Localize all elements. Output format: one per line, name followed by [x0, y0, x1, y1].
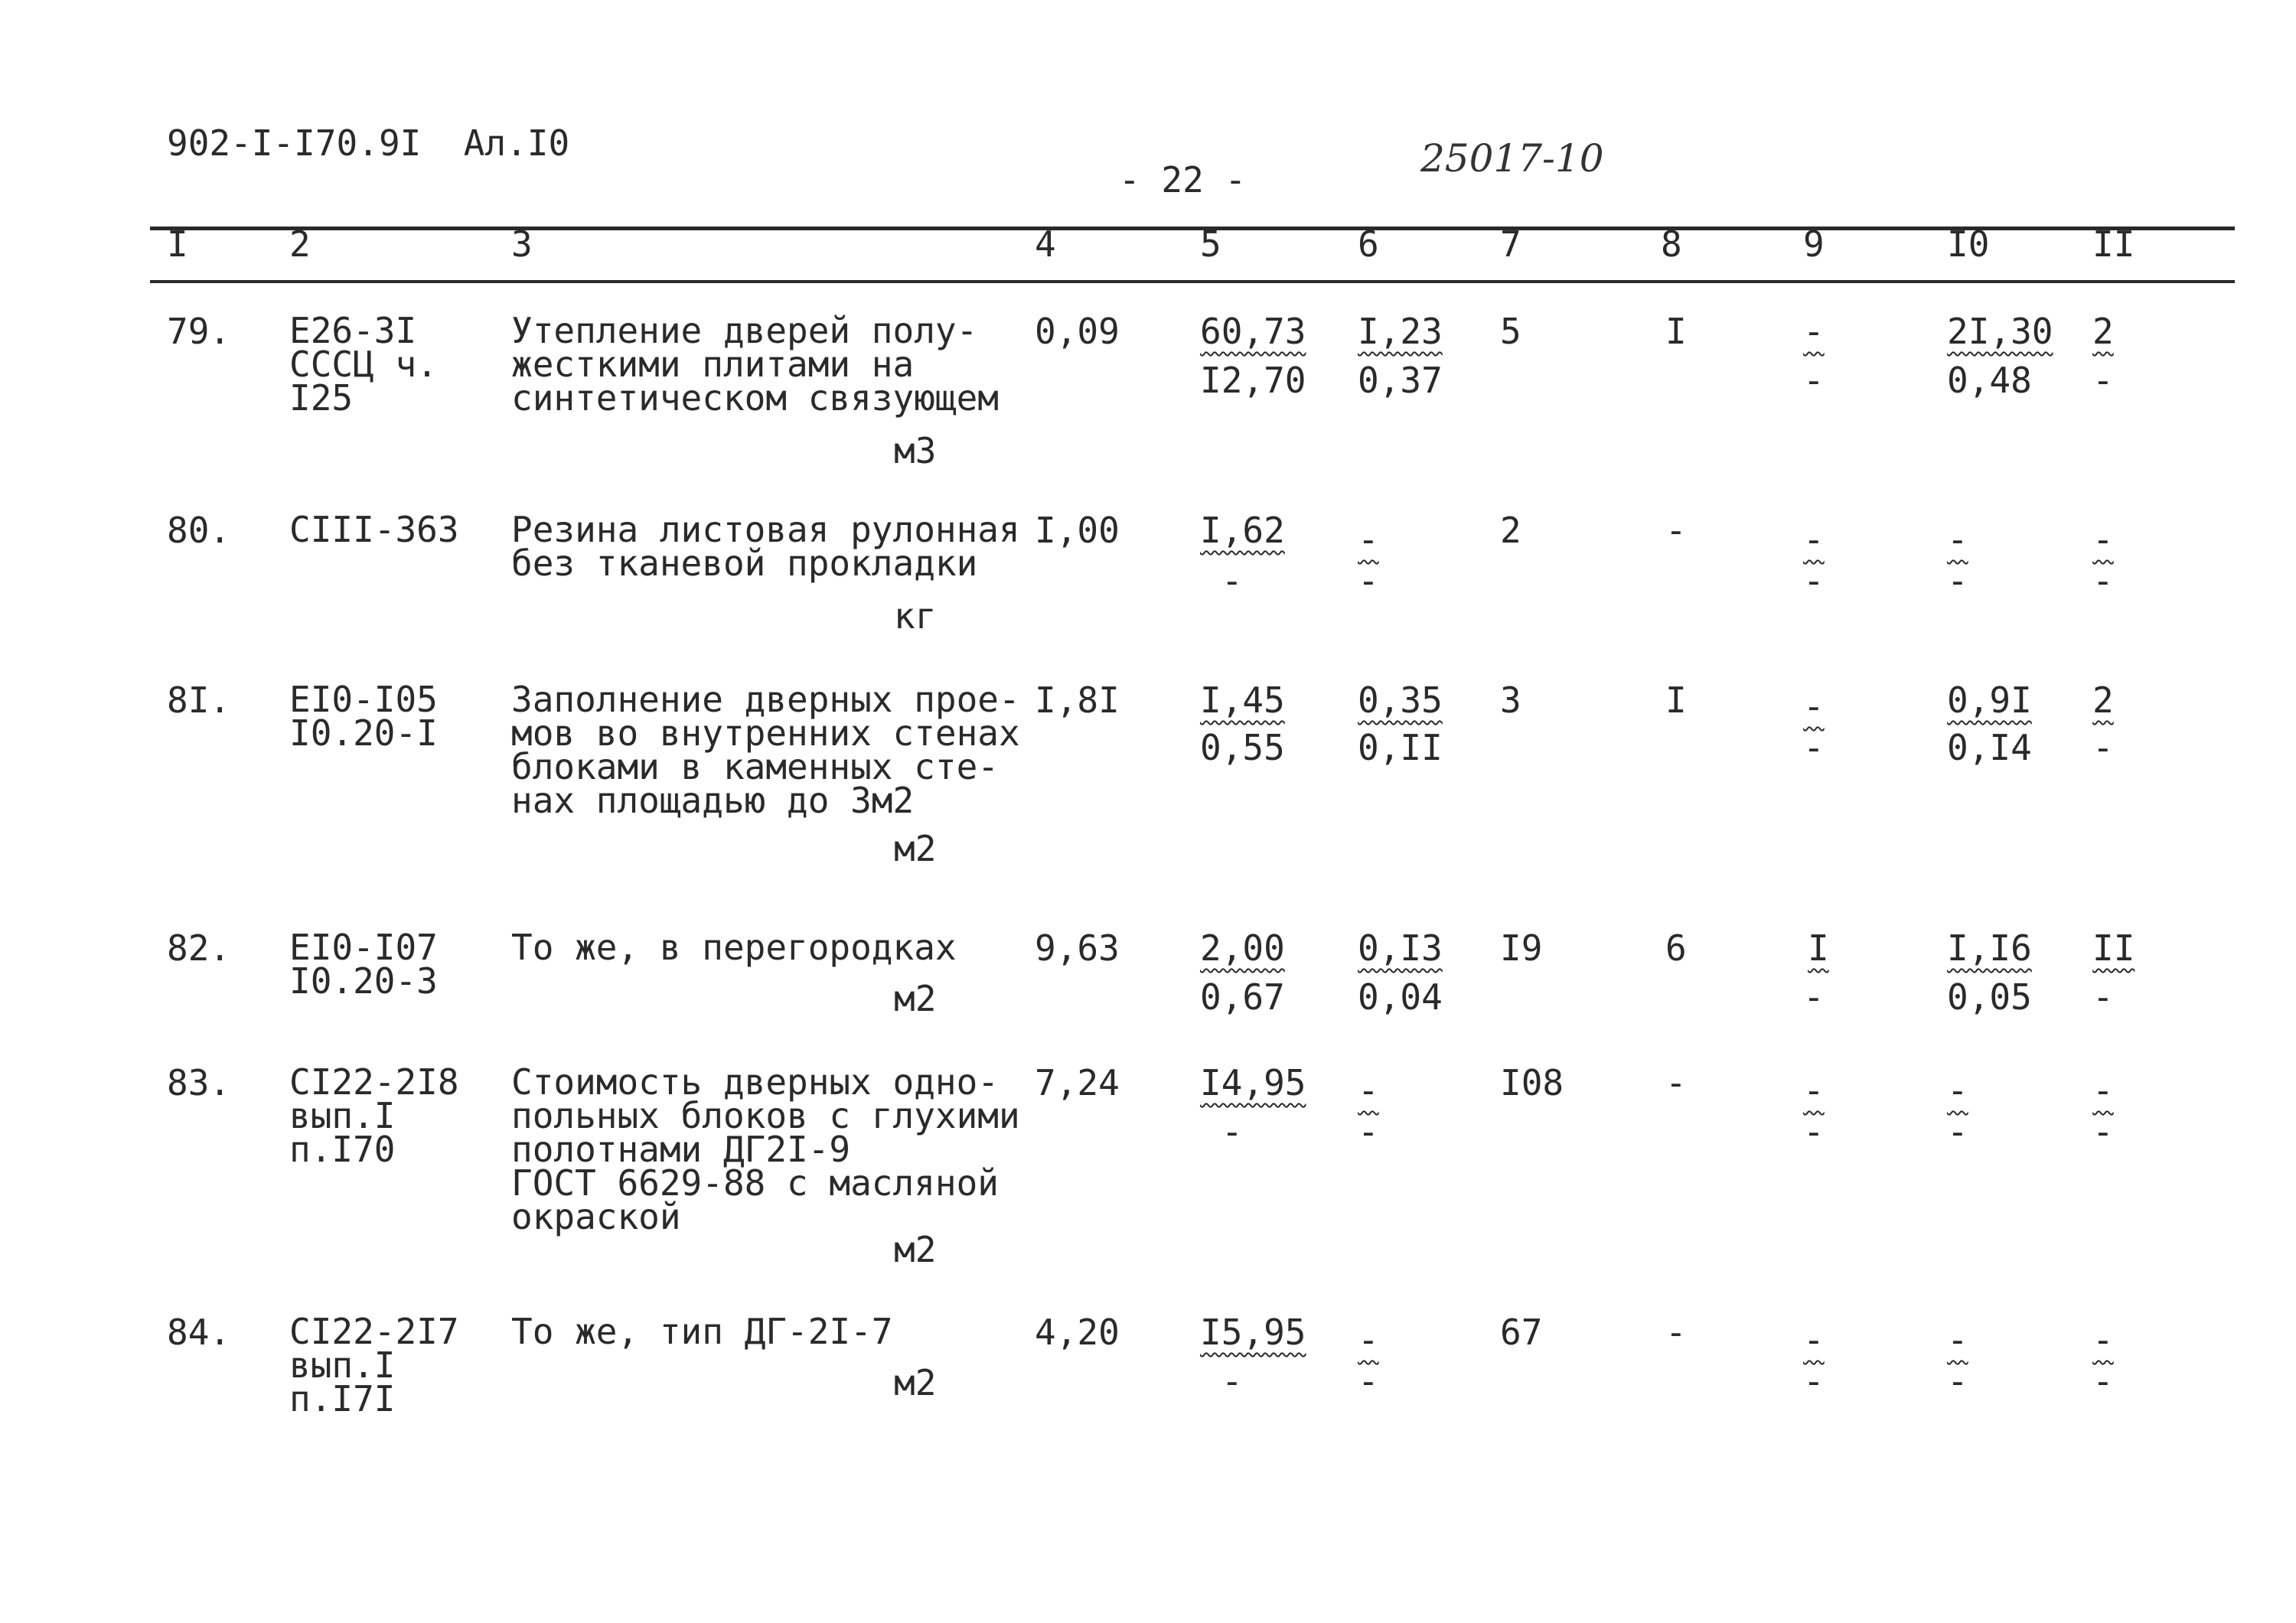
cell-col6-top: I,23 [1358, 311, 1443, 352]
cell-col9-bottom: - [1803, 560, 1825, 601]
cell-col11-top: II [2092, 927, 2135, 969]
cell-col9-bottom: - [1803, 727, 1825, 768]
cell-col5-bottom: - [1221, 1361, 1243, 1402]
cell-col11-top: - [2092, 1319, 2114, 1361]
cell-col9-top: - [1803, 519, 1825, 560]
cell-col9-bottom: - [1803, 1361, 1825, 1402]
row-code [289, 509, 459, 550]
cell-col6-top: - [1358, 1070, 1379, 1111]
code-line: I0.20-3 [289, 960, 438, 1002]
code-line: CIII-363 [289, 509, 459, 550]
unit: кг [894, 595, 937, 637]
code-line: п.I70 [289, 1129, 396, 1170]
desc-line: блоками в каменных сте- [511, 746, 999, 787]
cell-col10-bottom: - [1947, 1361, 1968, 1402]
cell-col9-top: - [1803, 311, 1825, 352]
row-description [511, 310, 999, 419]
unit: м2 [894, 978, 937, 1019]
row-code [289, 1061, 459, 1170]
cell-col5-top: I,45 [1200, 680, 1285, 721]
cell-col9-top: - [1803, 1070, 1825, 1111]
cell-col11-bottom: - [2092, 1111, 2114, 1152]
document-code: 902-I-I70.9I Ал.I0 [167, 122, 570, 164]
cell-col9-bottom: - [1803, 1111, 1825, 1152]
cell-col7: 3 [1500, 680, 1521, 721]
cell-col5-bottom: 0,67 [1200, 976, 1285, 1018]
row-code [289, 927, 438, 1002]
desc-line: окраской [511, 1196, 681, 1237]
cell-col7: I08 [1500, 1062, 1564, 1103]
desc-line: польных блоков с глухими [511, 1095, 1020, 1136]
row-code [289, 679, 438, 754]
cell-col10-top: 0,9I [1947, 680, 2032, 721]
cell-col5-top: I5,95 [1200, 1312, 1306, 1353]
column-header-3: 3 [511, 223, 533, 265]
cell-col5-top: 2,00 [1200, 927, 1285, 969]
cell-col5-bottom: 0,55 [1200, 727, 1285, 768]
column-header-10: I0 [1947, 223, 1990, 265]
cell-col6-bottom: 0,04 [1358, 976, 1443, 1018]
row-number: 84. [167, 1312, 231, 1353]
cell-col11-bottom: - [2092, 976, 2114, 1018]
cell-col6-bottom: 0,37 [1358, 360, 1443, 401]
cell-col8: I [1665, 311, 1687, 352]
cell-col10-bottom: - [1947, 1111, 1968, 1152]
cell-col9-top: - [1803, 1319, 1825, 1361]
cell-col8: - [1665, 1062, 1687, 1103]
column-header-5: 5 [1200, 223, 1221, 265]
desc-line: Утепление дверей полу- [511, 310, 978, 351]
desc-line: жесткими плитами на [511, 344, 915, 385]
cell-col11-top: - [2092, 1070, 2114, 1111]
cell-col9-bottom: - [1803, 976, 1825, 1018]
code-line: EI0-I07 [289, 927, 438, 968]
cell-col11-top: - [2092, 519, 2114, 560]
row-number: 79. [167, 311, 231, 352]
desc-line: То же, в перегородках [511, 927, 957, 968]
cell-col11-top: 2 [2092, 311, 2114, 352]
code-line: CI22-2I8 [289, 1061, 459, 1103]
column-header-6: 6 [1358, 223, 1379, 265]
column-header-4: 4 [1035, 223, 1056, 265]
row-number: 80. [167, 510, 231, 551]
table-top-rule [150, 227, 2235, 230]
cell-col7: 5 [1500, 311, 1521, 352]
cell-col5-top: 60,73 [1200, 311, 1306, 352]
row-description [511, 1061, 1020, 1237]
cell-col10-top: - [1947, 519, 1968, 560]
cell-col5-top: I,62 [1200, 510, 1285, 551]
cell-col9-top: - [1803, 686, 1825, 727]
cell-col10-top: I,I6 [1947, 927, 2032, 969]
cell-col8: - [1665, 510, 1687, 551]
cell-col6-top: - [1358, 1319, 1379, 1361]
code-line: п.I7I [289, 1378, 396, 1419]
cell-col10-top: 2I,30 [1947, 311, 2053, 352]
cell-col8: 6 [1665, 927, 1687, 969]
column-header-7: 7 [1500, 223, 1521, 265]
desc-line: Стоимость дверных одно- [511, 1061, 999, 1103]
desc-line: мов во внутренних стенах [511, 712, 1020, 754]
cell-col10-bottom: 0,05 [1947, 976, 2032, 1018]
column-header-11: II [2092, 223, 2135, 265]
row-code [289, 1311, 459, 1419]
cell-col4: 9,63 [1035, 927, 1120, 969]
cell-col8: - [1665, 1312, 1687, 1353]
desc-line: То же, тип ДГ-2I-7 [511, 1311, 893, 1352]
desc-line: ГОСТ 6629-88 с масляной [511, 1162, 999, 1204]
cell-col4: 7,24 [1035, 1062, 1120, 1103]
unit: м2 [894, 1362, 937, 1403]
cell-col6-top: 0,I3 [1358, 927, 1443, 969]
cell-col9-top: I [1808, 927, 1829, 969]
cell-col11-bottom: - [2092, 727, 2114, 768]
row-number: 82. [167, 927, 231, 969]
code-line: EI0-I05 [289, 679, 438, 720]
column-header-8: 8 [1661, 223, 1682, 265]
cell-col6-top: - [1358, 519, 1379, 560]
cell-col4: I,8I [1035, 680, 1120, 721]
column-header-2: 2 [289, 223, 311, 265]
cell-col4: I,00 [1035, 510, 1120, 551]
cell-col5-bottom: I2,70 [1200, 360, 1306, 401]
code-line: СССЦ ч. [289, 344, 438, 385]
row-code [289, 310, 438, 419]
row-description [511, 1311, 893, 1352]
cell-col5-top: I4,95 [1200, 1062, 1306, 1103]
cell-col11-bottom: - [2092, 360, 2114, 401]
cell-col6-bottom: 0,II [1358, 727, 1443, 768]
cell-col10-top: - [1947, 1070, 1968, 1111]
cell-col4: 4,20 [1035, 1312, 1120, 1353]
cell-col7: 2 [1500, 510, 1521, 551]
desc-line: без тканевой прокладки [511, 543, 978, 584]
cell-col6-bottom: - [1358, 1361, 1379, 1402]
code-line: CI22-2I7 [289, 1311, 459, 1352]
row-description [511, 927, 957, 968]
cell-col6-top: 0,35 [1358, 680, 1443, 721]
cell-col7: I9 [1500, 927, 1543, 969]
handwritten-number: 25017-10 [1420, 136, 1604, 181]
cell-col9-bottom: - [1803, 360, 1825, 401]
code-line: I25 [289, 377, 354, 419]
cell-col11-bottom: - [2092, 1361, 2114, 1402]
row-description [511, 509, 1020, 584]
desc-line: Резина листовая рулонная [511, 509, 1020, 550]
cell-col10-bottom: 0,48 [1947, 360, 2032, 401]
code-line: вып.I [289, 1344, 396, 1386]
code-line: E26-3I [289, 310, 417, 351]
table-header-rule [150, 280, 2235, 283]
cell-col6-bottom: - [1358, 560, 1379, 601]
cell-col5-bottom: - [1221, 560, 1243, 601]
cell-col10-bottom: - [1947, 560, 1968, 601]
cell-col5-bottom: - [1221, 1111, 1243, 1152]
row-number: 8I. [167, 680, 231, 721]
cell-col11-bottom: - [2092, 560, 2114, 601]
cell-col4: 0,09 [1035, 311, 1120, 352]
column-header-9: 9 [1803, 223, 1825, 265]
cell-col8: I [1665, 680, 1687, 721]
cell-col10-top: - [1947, 1319, 1968, 1361]
cell-col7: 67 [1500, 1312, 1543, 1353]
cell-col10-bottom: 0,I4 [1947, 727, 2032, 768]
desc-line: полотнами ДГ2I-9 [511, 1129, 851, 1170]
unit: м2 [894, 828, 937, 869]
row-number: 83. [167, 1062, 231, 1103]
desc-line: Заполнение дверных прое- [511, 679, 1020, 720]
desc-line: нах площадью до 3м2 [511, 780, 915, 821]
unit: м3 [894, 430, 937, 471]
cell-col11-top: 2 [2092, 680, 2114, 721]
code-line: вып.I [289, 1095, 396, 1136]
cell-col6-bottom: - [1358, 1111, 1379, 1152]
page-number: - 22 - [1119, 159, 1247, 200]
desc-line: синтетическом связующем [511, 377, 999, 419]
code-line: I0.20-I [289, 712, 438, 754]
column-header-1: I [167, 223, 188, 265]
row-description [511, 679, 1020, 821]
unit: м2 [894, 1229, 937, 1270]
